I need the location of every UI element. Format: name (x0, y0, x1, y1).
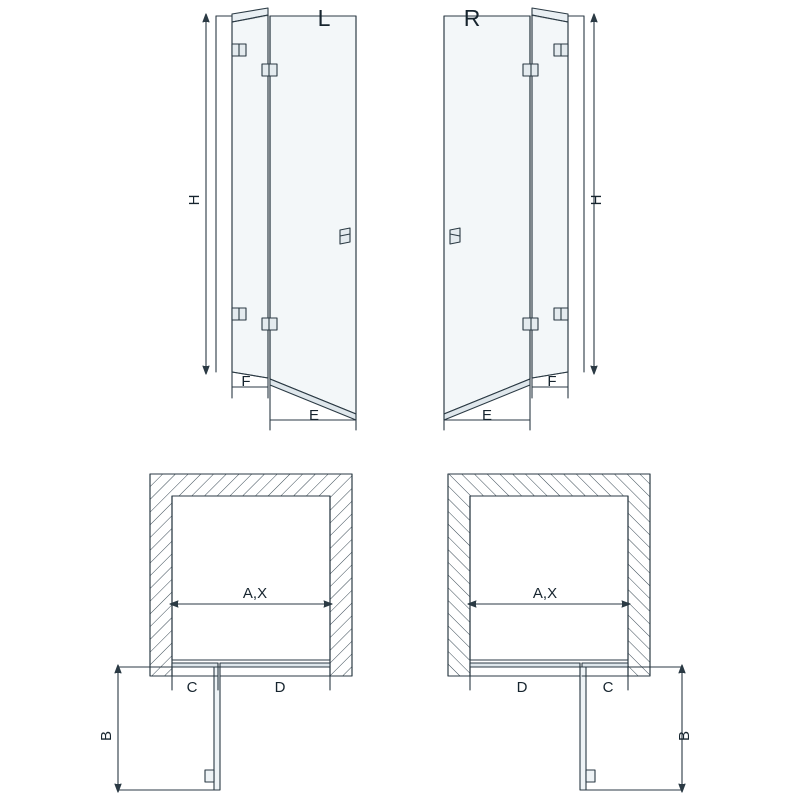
dim-label-E-left: E (308, 407, 320, 424)
door-open-handle-left (205, 770, 214, 782)
door-open-position-right (580, 667, 586, 790)
door-hinge-bottom-left (262, 318, 277, 330)
handle-right (450, 228, 460, 244)
hinge-top-right (554, 44, 568, 56)
door-hinge-top-right (523, 64, 538, 76)
dim-label-D-plan-right: D (516, 679, 528, 696)
plan-right-view (448, 474, 685, 792)
hinge-top-left (232, 44, 246, 56)
door-leaf-left (270, 16, 356, 414)
enclosure-plan-right (470, 496, 628, 660)
elevation-right-view (444, 8, 597, 430)
door-open-position-left (214, 667, 220, 790)
dimension-H-right (591, 14, 597, 374)
title-left: L (317, 5, 331, 31)
enclosure-plan-left (172, 496, 330, 660)
dimension-H-left (203, 14, 209, 374)
dim-label-B-plan-left: B (98, 730, 115, 742)
door-leaf-right (444, 16, 530, 414)
fixed-panel-plan-right (582, 663, 628, 667)
dim-label-H-right: H (588, 194, 605, 206)
dim-label-F-right: F (547, 373, 557, 390)
elevation-left-view (203, 8, 356, 430)
dim-label-B-plan-right: B (676, 730, 693, 742)
dim-label-E-right: E (481, 407, 493, 424)
door-open-handle-right (586, 770, 595, 782)
label-layer (98, 5, 693, 741)
door-hinge-bottom-right (523, 318, 538, 330)
dim-label-D-plan-left: D (274, 679, 286, 696)
dim-label-AX-plan-left: A,X (242, 585, 268, 602)
dim-label-C-plan-right: C (602, 679, 614, 696)
wall-hatch-plan-left (150, 474, 352, 676)
handle-left (340, 228, 350, 244)
door-plan-left (220, 663, 330, 667)
plan-left-view (115, 474, 352, 792)
dim-label-C-plan-left: C (186, 679, 198, 696)
wall-hatch-plan-right (448, 474, 650, 676)
dimension-B-plan-right (586, 665, 685, 792)
fixed-panel-plan-left (172, 663, 218, 667)
dimension-B-plan-left (115, 665, 214, 792)
dim-label-AX-plan-right: A,X (532, 585, 558, 602)
door-plan-right (470, 663, 580, 667)
door-hinge-top-left (262, 64, 277, 76)
hinge-bottom-left (232, 308, 246, 320)
dim-label-F-left: F (241, 373, 251, 390)
dim-label-H-left: H (186, 194, 203, 206)
title-right: R (463, 5, 481, 31)
hinge-bottom-right (554, 308, 568, 320)
